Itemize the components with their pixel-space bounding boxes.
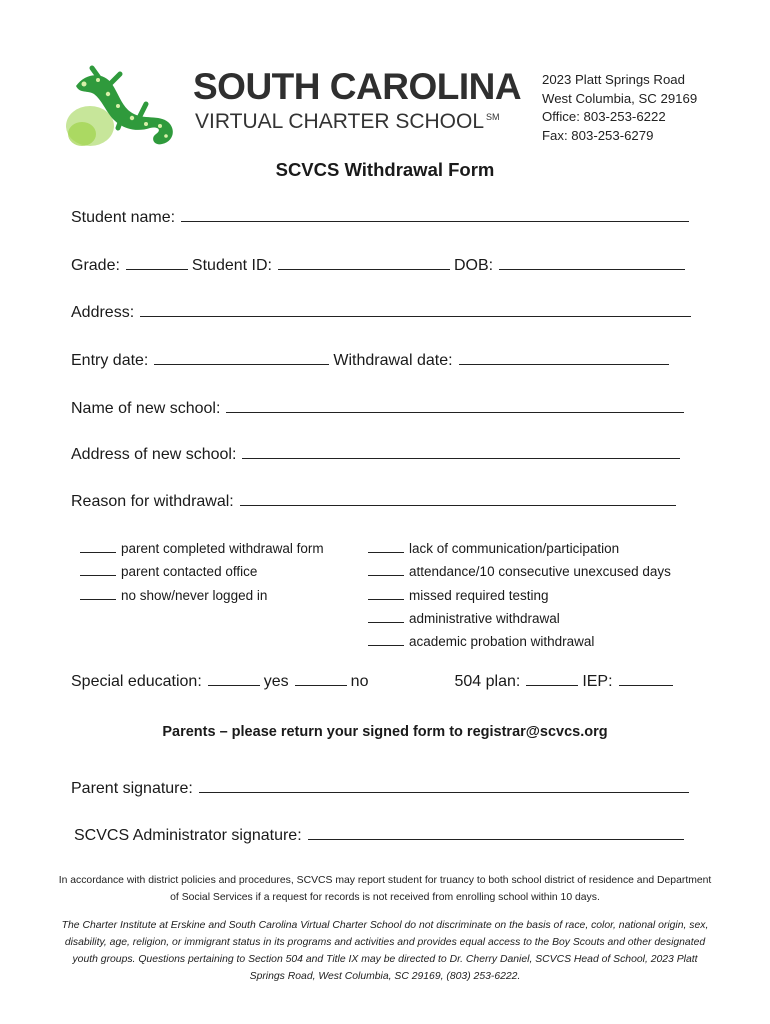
new-school-name-field[interactable] [226, 398, 684, 413]
reason-option-label: parent completed withdrawal form [121, 541, 324, 556]
page-header [0, 0, 770, 160]
nondiscrimination-notice: The Charter Institute at Erskine and South Carolina Virtual Charter School do not discriminate on the basis of race, color, national origin, sex, disability, age, religion, or immigrant status in its programs and activities and provides equal access to the Boy Scouts and other designated youth groups. Questions pertaining to Section 504 and Title IX may be directed to Dr. Cherry Daniel, SCVCS Head of School, 2023 Platt Springs Road, West Columbia, SC 29169, (803) 253-6222. [61, 920, 709, 982]
reason-option-label: attendance/10 consecutive unexcused days [409, 564, 671, 580]
grade-label: Grade: [71, 257, 120, 274]
admin-signature-field[interactable] [308, 825, 684, 840]
special-ed-no-label: no [350, 673, 369, 690]
reason-option-label: parent contacted office [121, 564, 258, 580]
reason-option-label: lack of communication/participation [409, 541, 620, 556]
reason-checkbox[interactable] [368, 540, 404, 553]
reason-checkbox[interactable] [368, 633, 404, 646]
reasons-right-list [368, 537, 671, 653]
reason-checkbox[interactable] [368, 587, 404, 600]
entry-date-field[interactable] [154, 350, 329, 365]
list-item [368, 537, 671, 560]
student-id-label: Student ID: [191, 257, 272, 274]
list-item [368, 630, 671, 653]
reason-label: Reason for withdrawal: [71, 493, 234, 510]
special-ed-row [71, 671, 677, 691]
contact-fax: Fax: 803-253-6279 [542, 127, 654, 143]
dob-field[interactable] [499, 255, 685, 270]
address-row [71, 302, 695, 322]
admin-signature-row [74, 825, 688, 845]
student-name-label: Student name: [71, 209, 176, 226]
contact-office: Office: 803-253-6222 [542, 109, 666, 124]
new-school-name-label: Name of new school: [71, 400, 221, 417]
student-name-field[interactable] [181, 207, 689, 222]
logo-subtitle [195, 110, 500, 134]
special-ed-label: Special education: [71, 673, 202, 690]
return-notice: Parents – please return your signed form to registrar@scvcs.org [162, 724, 608, 740]
new-school-name-row [71, 398, 688, 418]
address-label: Address: [71, 304, 135, 321]
reason-checkbox[interactable] [368, 563, 404, 576]
list-item [80, 537, 324, 560]
reason-checkbox[interactable] [80, 540, 116, 553]
truancy-notice: In accordance with district policies and procedures, SCVCS may report student for truancy to both school district of residence and Department of Social Services if a request for records is not received from enrolling school within 10 days. [58, 875, 712, 903]
special-ed-no-field[interactable] [295, 671, 347, 686]
new-school-address-row [71, 444, 684, 464]
address-field[interactable] [140, 302, 691, 317]
withdrawal-date-label: Withdrawal date: [333, 352, 453, 369]
list-item [368, 584, 671, 607]
parent-signature-label: Parent signature: [71, 780, 193, 797]
new-school-address-field[interactable] [242, 444, 680, 459]
iep-field[interactable] [619, 671, 673, 686]
entry-date-label: Entry date: [71, 352, 149, 369]
grade-row [71, 255, 689, 275]
reason-checkbox[interactable] [80, 563, 116, 576]
contact-block [542, 71, 697, 145]
reason-checkbox[interactable] [368, 610, 404, 623]
logo-title: SOUTH CAROLINA [193, 66, 522, 107]
admin-signature-label: SCVCS Administrator signature: [74, 827, 302, 844]
special-ed-yes-label: yes [263, 673, 289, 690]
withdrawal-date-field[interactable] [459, 350, 669, 365]
special-ed-yes-field[interactable] [208, 671, 260, 686]
dob-label: DOB: [453, 257, 494, 274]
contact-street: 2023 Platt Springs Road [542, 72, 685, 87]
reason-option-label: missed required testing [409, 587, 549, 603]
list-item [368, 607, 671, 630]
service-mark: SM [486, 112, 500, 122]
parent-signature-row [71, 778, 693, 798]
reason-option-label: no show/never logged in [121, 587, 268, 603]
parent-signature-field[interactable] [199, 778, 689, 793]
iep-label: IEP: [582, 673, 613, 690]
list-item [80, 584, 324, 607]
new-school-address-label: Address of new school: [71, 446, 237, 463]
reason-option-label: academic probation withdrawal [409, 634, 595, 650]
contact-city: West Columbia, SC 29169 [542, 90, 698, 106]
plan504-field[interactable] [526, 671, 578, 686]
student-name-row [71, 207, 693, 227]
salamander-icon [62, 64, 192, 150]
student-id-field[interactable] [278, 255, 450, 270]
form-title: SCVCS Withdrawal Form [275, 159, 495, 180]
grade-field[interactable] [126, 255, 188, 270]
list-item [80, 560, 324, 583]
plan504-label: 504 plan: [454, 673, 521, 690]
reasons-left-list [80, 537, 324, 607]
reason-option-label: administrative withdrawal [409, 610, 560, 626]
reason-checkbox[interactable] [80, 587, 116, 600]
logo-subtitle-text: VIRTUAL CHARTER SCHOOL [195, 110, 485, 133]
reason-field[interactable] [240, 491, 676, 506]
reason-row [71, 491, 680, 511]
dates-row [71, 350, 673, 370]
list-item [368, 560, 671, 583]
